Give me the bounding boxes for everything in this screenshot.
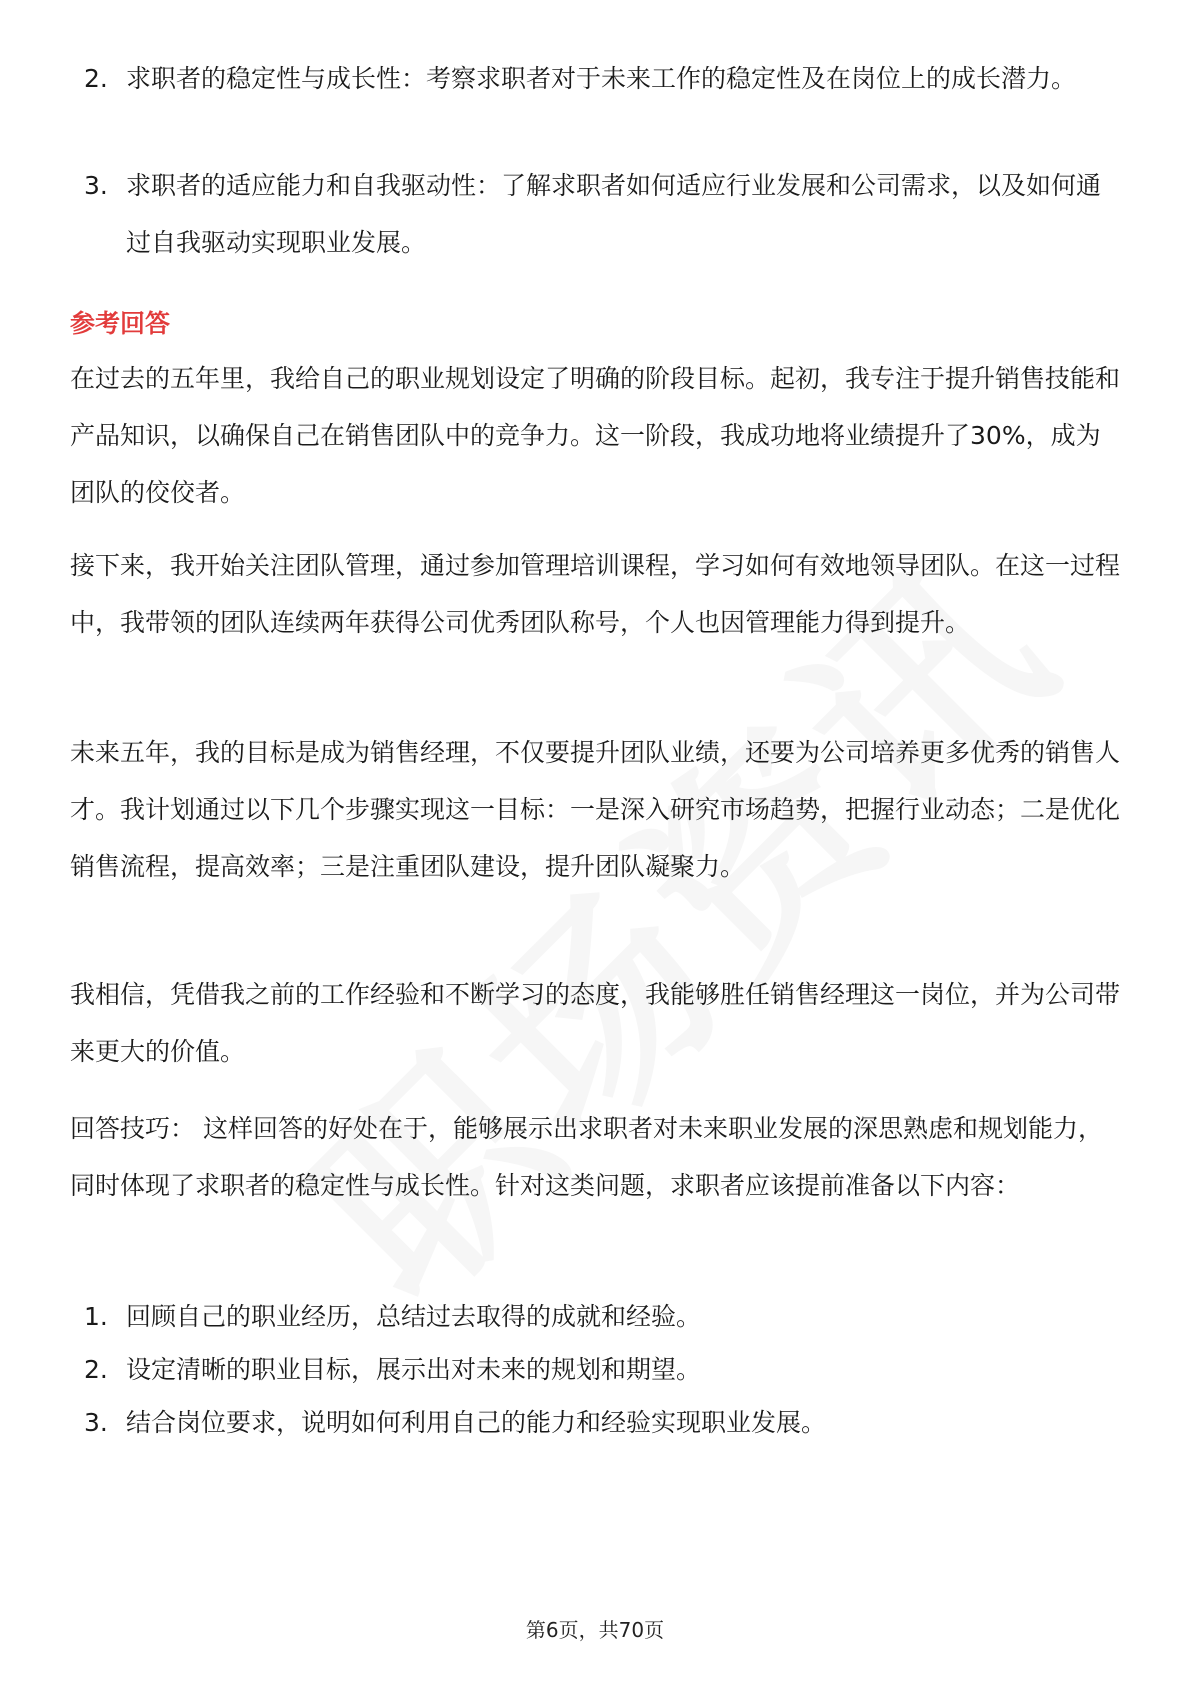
section-heading: 参考回答 <box>70 309 171 338</box>
answer-tips-paragraph: 回答技巧： 这样回答的好处在于，能够展示出求职者对未来职业发展的深思熟虑和规划能力，同时体现了求职者的稳定性与成长性。针对这类问题，求职者应该提前准备以下内容： <box>70 1114 1103 1200</box>
list-item <box>84 157 1124 271</box>
list-item-number: 3. <box>84 1408 108 1437</box>
list-item-number: 3. <box>84 171 108 200</box>
answer-paragraph-3: 未来五年，我的目标是成为销售经理，不仅要提升团队业绩，还要为公司培养更多优秀的销售人才。我计划通过以下几个步骤实现这一目标：一是深入研究市场趋势，把握行业动态；二是优化销售流程，提高效率；三是注重团队建设，提升团队凝聚力。 <box>70 738 1121 881</box>
answer-paragraph-2: 接下来，我开始关注团队管理，通过参加管理培训课程，学习如何有效地领导团队。在这一过程中，我带领的团队连续两年获得公司优秀团队称号，个人也因管理能力得到提升。 <box>70 551 1121 637</box>
list-item <box>84 1341 1124 1398</box>
list-item-number: 2. <box>84 64 108 93</box>
list-item-text: 回顾自己的职业经历，总结过去取得的成就和经验。 <box>126 1302 702 1331</box>
list-item <box>84 1394 1124 1451</box>
list-item-text: 设定清晰的职业目标，展示出对未来的规划和期望。 <box>126 1355 702 1384</box>
page-footer: 第6页，共70页 <box>525 1618 665 1642</box>
list-item-text: 求职者的稳定性与成长性：考察求职者对于未来工作的稳定性及在岗位上的成长潜力。 <box>126 64 1077 93</box>
list-item-text: 结合岗位要求，说明如何利用自己的能力和经验实现职业发展。 <box>126 1408 827 1437</box>
list-item <box>84 50 1124 107</box>
list-item-number: 2. <box>84 1355 108 1384</box>
answer-paragraph-4: 我相信，凭借我之前的工作经验和不断学习的态度，我能够胜任销售经理这一岗位，并为公司带来更大的价值。 <box>70 980 1121 1066</box>
list-item-text: 求职者的适应能力和自我驱动性：了解求职者如何适应行业发展和公司需求，以及如何通过自我驱动实现职业发展。 <box>126 171 1102 257</box>
list-item-number: 1. <box>84 1302 108 1331</box>
list-item <box>84 1288 1124 1345</box>
answer-paragraph-1: 在过去的五年里，我给自己的职业规划设定了明确的阶段目标。起初，我专注于提升销售技能和产品知识，以确保自己在销售团队中的竞争力。这一阶段，我成功地将业绩提升了30%，成为团队的佼佼者。 <box>70 364 1121 507</box>
